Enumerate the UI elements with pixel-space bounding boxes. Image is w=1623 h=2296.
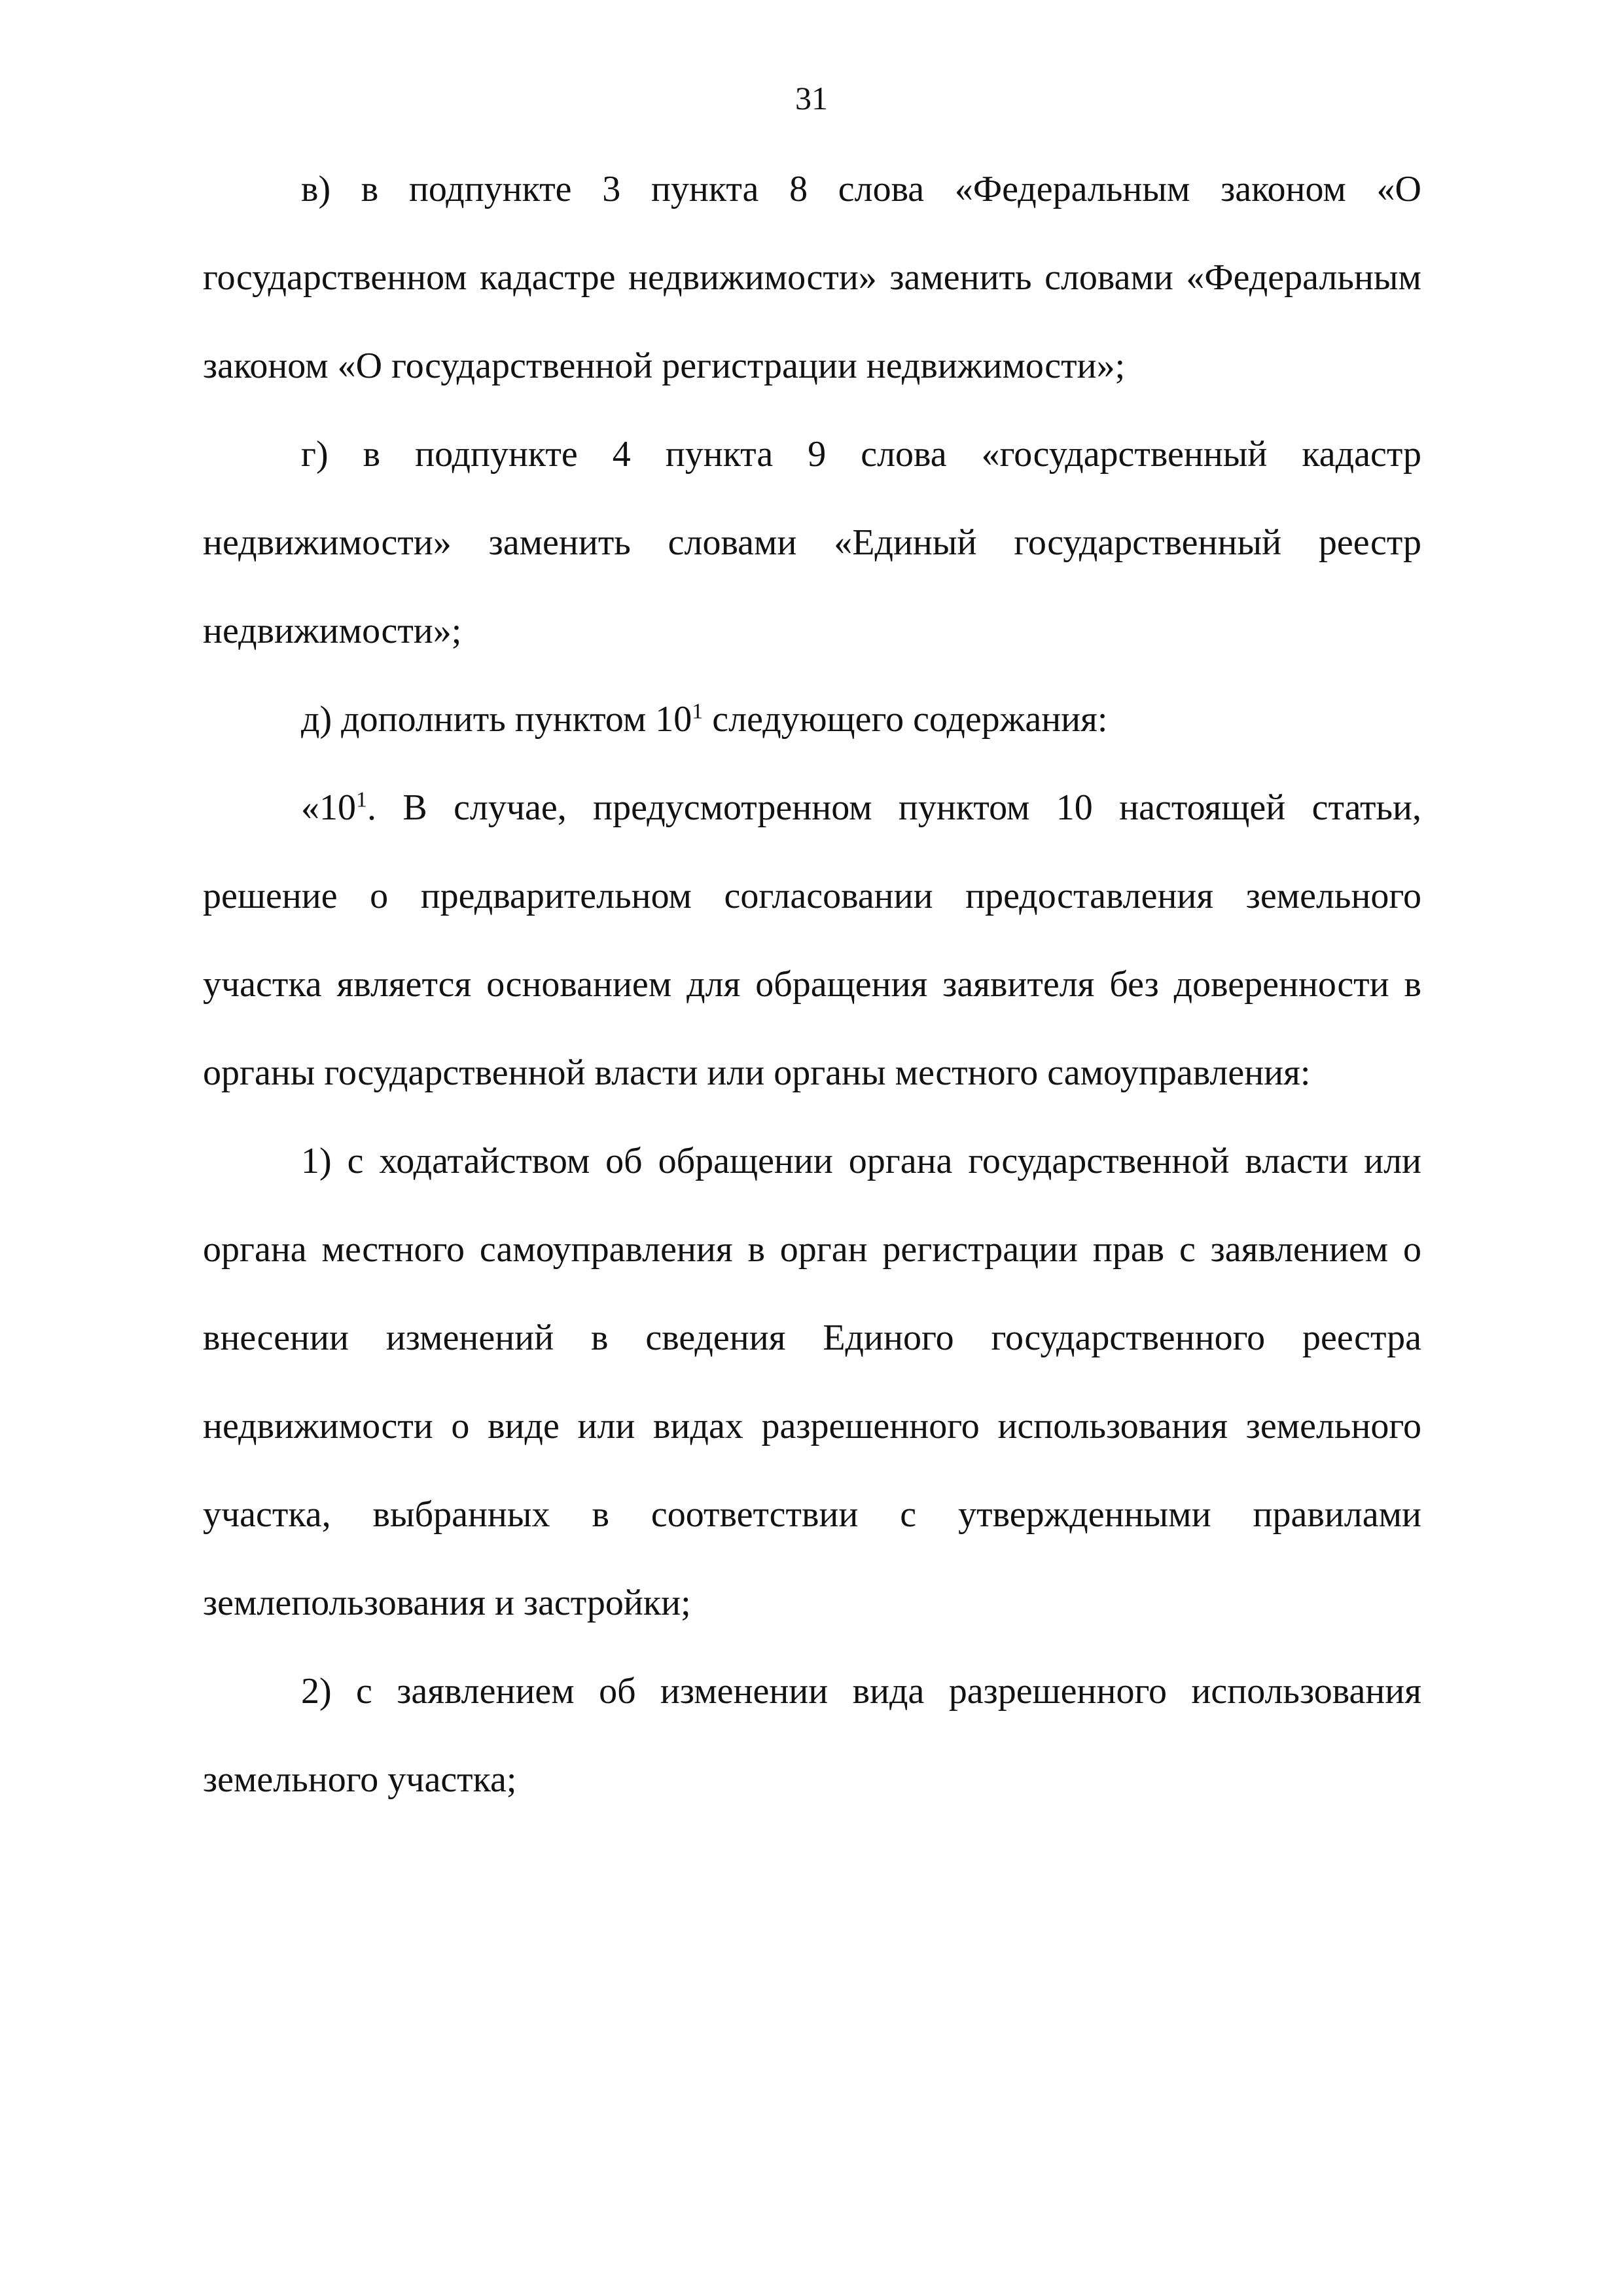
paragraph-d-superscript: 1	[692, 699, 704, 724]
paragraph-g: г) в подпункте 4 пункта 9 слова «государственный кадастр недвижимости» заменить словами «Единый государственный реестр недвижимости»;	[203, 434, 1421, 651]
list-item-2: 2) с заявлением об изменении вида разрешенного использования земельного участка;	[203, 1671, 1421, 1800]
document-body	[203, 145, 1421, 1824]
list-item-1: 1) с ходатайством об обращении органа государственной власти или органа местного самоуправления в орган регистрации прав с заявлением о внесении изменений в сведения Единого государственного реестра недвижимости о виде или видах разрешенного использования земельного участка, выбранных в соответствии с утвержденными правилами землепользования и застройки;	[203, 1141, 1421, 1623]
paragraph-10-1-text-start: «10	[301, 787, 356, 828]
paragraph-d-text-start: д) дополнить пунктом 10	[301, 699, 692, 740]
page-number: 31	[795, 80, 828, 117]
paragraph-d	[203, 675, 1421, 764]
paragraph-d-text-end: следующего содержания:	[703, 699, 1108, 740]
paragraph-10-1-text-end: . В случае, предусмотренном пунктом 10 настоящей статьи, решение о предварительном согласовании предоставления земельного участка является основанием для обращения заявителя без доверенности в органы государственной власти или органы местного самоуправления:	[203, 787, 1421, 1093]
paragraph-10-1	[203, 764, 1421, 1117]
paragraph-10-1-superscript: 1	[356, 787, 367, 812]
paragraph-v: в) в подпункте 3 пункта 8 слова «Федеральным законом «О государственном кадастре недвижимости» заменить словами «Федеральным законом «О государственной регистрации недвижимости»;	[203, 169, 1421, 386]
